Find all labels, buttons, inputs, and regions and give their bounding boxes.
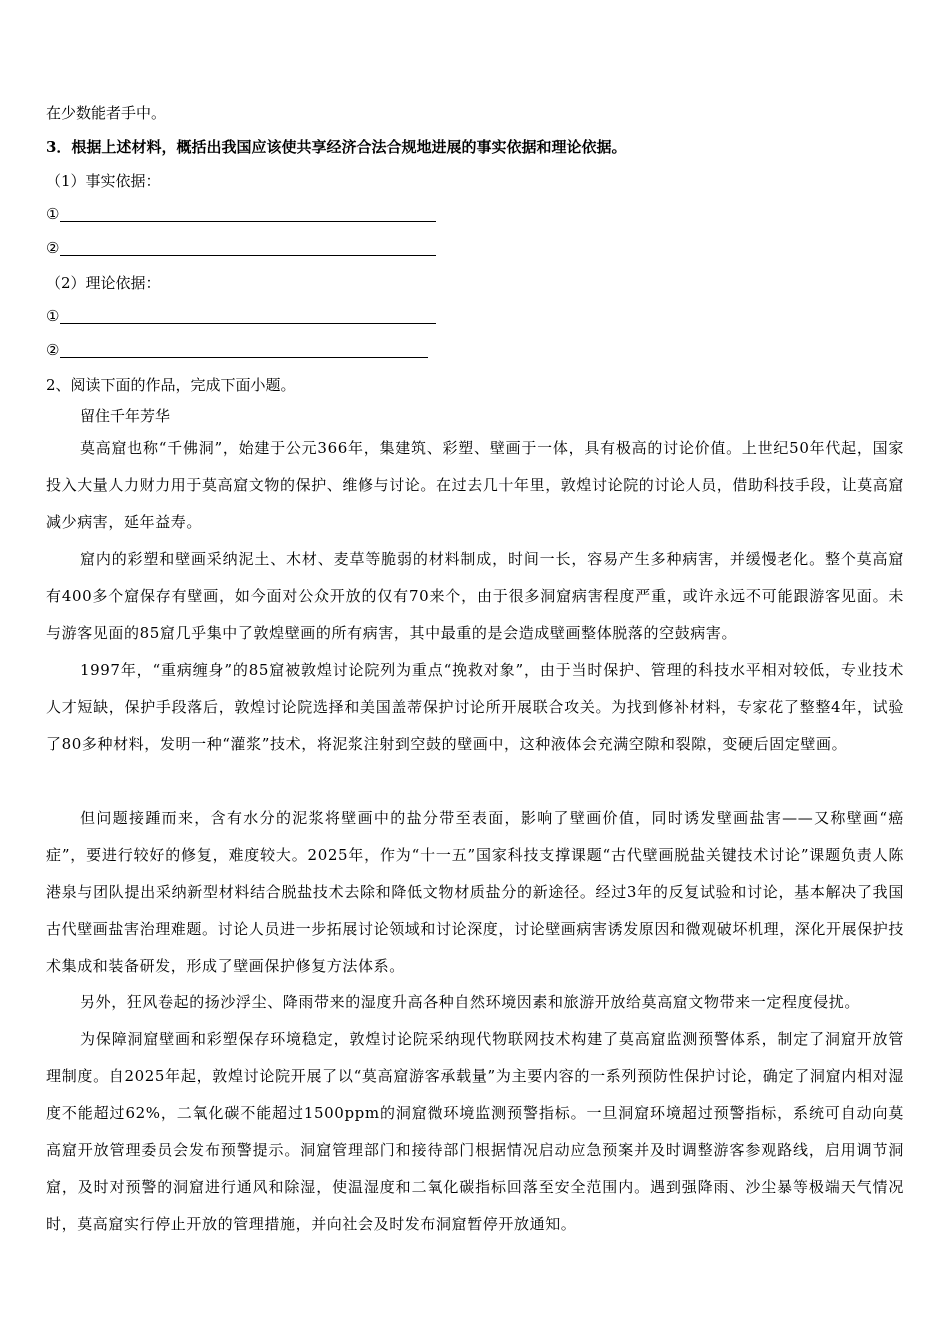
- article-paragraph-1: 莫高窟也称“千佛洞”，始建于公元366年，集建筑、彩塑、壁画于一体，具有极高的讨论价值。上世纪50年代起，国家投入大量人力财力用于莫高窟文物的保护、维修与讨论。在过去几十年里，敦煌讨论院的讨论人员，借助科技手段，让莫高窟减少病害，延年益寿。: [46, 439, 905, 531]
- answer-blank-line[interactable]: [60, 309, 436, 324]
- sub-heading-facts: （1）事实依据：: [46, 172, 161, 190]
- article-paragraph-3: 1997年，“重病缠身”的85窟被敦煌讨论院列为重点“挽救对象”，由于当时保护、管理的科技水平相对较低，专业技术人才短缺，保护手段落后，敦煌讨论院选择和美国盖蒂保护讨论所开展联合攻关。为找到修补材料，专家花了整整4年，试验了80多种材料，发明一种“灌浆”技术，将泥浆注射到空鼓的壁画中，这种液体会充满空隙和裂隙，变硬后固定壁画。: [46, 661, 904, 753]
- answer-blank-row: [46, 204, 436, 224]
- circled-number: ①: [46, 307, 60, 325]
- section-2-instruction: 2、阅读下面的作品，完成下面小题。: [46, 376, 296, 394]
- circled-number: ①: [46, 205, 60, 223]
- answer-blank-line[interactable]: [60, 343, 428, 358]
- article-paragraph-4: 但问题接踵而来，含有水分的泥浆将壁画中的盐分带至表面，影响了壁画价值，同时诱发壁画盐害——又称壁画“癌症”，要进行较好的修复，难度较大。2025年，作为“十一五”国家科技支撑课题“古代壁画脱盐关键技术讨论”课题负责人陈港泉与团队提出采纳新型材料结合脱盐技术去除和降低文物材质盐分的新途径。经过3年的反复试验和讨论，基本解决了我国古代壁画盐害治理难题。讨论人员进一步拓展讨论领域和讨论深度，讨论壁画病害诱发原因和微观破坏机理，深化开展保护技术集成和装备研发，形成了壁画保护修复方法体系。: [46, 809, 905, 975]
- article-paragraph-5: 另外，狂风卷起的扬沙浮尘、降雨带来的湿度升高各种自然环境因素和旅游开放给莫高窟文物带来一定程度侵扰。: [80, 993, 861, 1011]
- answer-blank-line[interactable]: [60, 241, 436, 256]
- article-title: 留住千年芳华: [80, 407, 171, 425]
- answer-blank-line[interactable]: [60, 207, 436, 222]
- answer-blank-row: [46, 306, 436, 326]
- answer-blank-row: [46, 340, 428, 360]
- circled-number: ②: [46, 341, 60, 359]
- article-paragraph-2: 窟内的彩塑和壁画采纳泥土、木材、麦草等脆弱的材料制成，时间一长，容易产生多种病害，并缓慢老化。整个莫高窟有400多个窟保存有壁画，如今面对公众开放的仅有70来个，由于很多洞窟病害程度严重，或许永远不可能跟游客见面。未与游客见面的85窟几乎集中了敦煌壁画的所有病害，其中最重的是会造成壁画整体脱落的空鼓病害。: [46, 550, 904, 642]
- answer-blank-row: [46, 238, 436, 258]
- sub-heading-theory: （2）理论依据：: [46, 274, 161, 292]
- question-3: 3．根据上述材料，概括出我国应该使共享经济合法合规地进展的事实依据和理论依据。: [46, 138, 627, 156]
- article-paragraph-6: 为保障洞窟壁画和彩塑保存环境稳定，敦煌讨论院采纳现代物联网技术构建了莫高窟监测预警体系，制定了洞窟开放管理制度。自2025年起，敦煌讨论院开展了以“莫高窟游客承载量”为主要内容的一系列预防性保护讨论，确定了洞窟内相对湿度不能超过62%，二氧化碳不能超过1500ppm的洞窟微环境监测预警指标。一旦洞窟环境超过预警指标，系统可自动向莫高窟开放管理委员会发布预警提示。洞窟管理部门和接待部门根据情况启动应急预案并及时调整游客参观路线，启用调节洞窟，及时对预警的洞窟进行通风和除湿，使温湿度和二氧化碳指标回落至安全范围内。遇到强降雨、沙尘暴等极端天气情况时，莫高窟实行停止开放的管理措施，并向社会及时发布洞窟暂停开放通知。: [46, 1030, 904, 1233]
- circled-number: ②: [46, 239, 60, 257]
- text-line-continuation: 在少数能者手中。: [46, 104, 167, 122]
